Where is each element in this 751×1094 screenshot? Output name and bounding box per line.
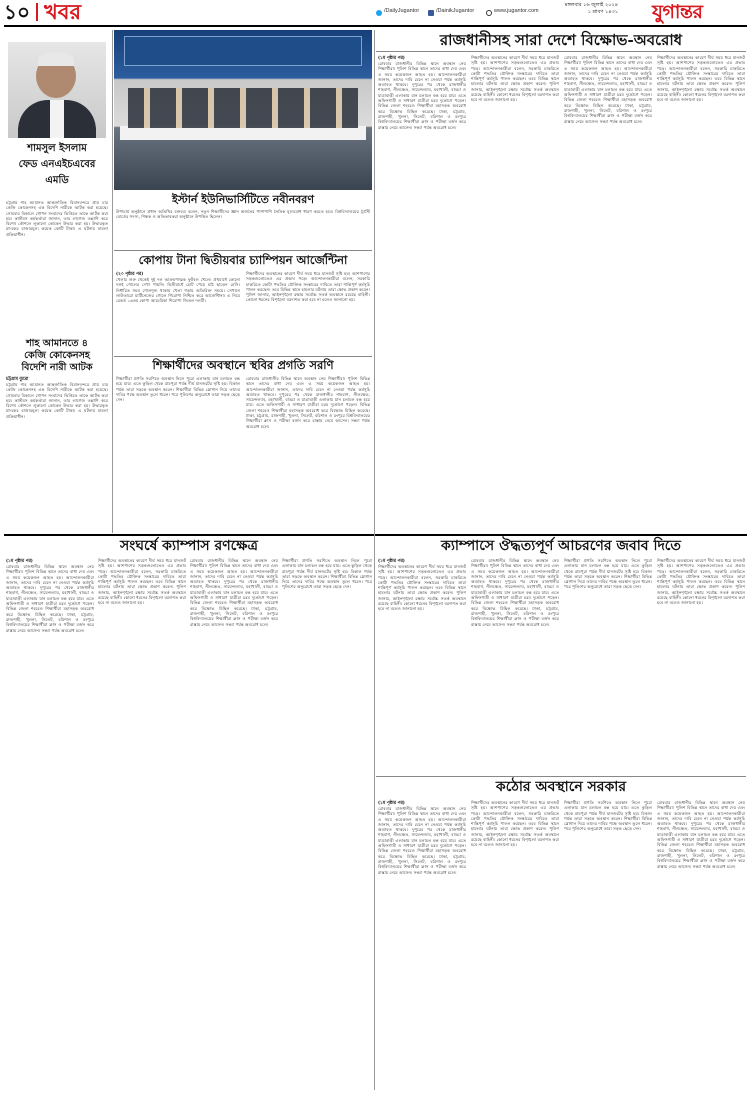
section-title: খবর bbox=[44, 0, 82, 24]
col-divider-left bbox=[112, 30, 113, 533]
obituary-box bbox=[4, 30, 110, 198]
masthead-info bbox=[376, 4, 676, 22]
portrait-shirt bbox=[50, 100, 64, 138]
copa-headline: কোপায় টানা দ্বিতীয়বার চ্যাম্পিয়ন আর্জেন্টিনা bbox=[138, 253, 348, 267]
divider-2 bbox=[114, 356, 372, 357]
kothor-col-4: রোববার রাজধানীর বিভিন্ন স্থানে অবস্থান নেয় শিক্ষার্থীরা। পুলিশ বিভিন্ন স্থানে তাদের বাধা দেয় এবং এ সময় কয়েকজন আহত হয়। আন্দোলনকারীরা জানান, তাদের দাবি মেনে না নেওয়া পর্যন্ত কর্মসূচি অব্যাহত থাকবে। দুপুরের পর থেকে রাজধানীর শাহবাগ, নীলক্ষেত, সায়েন্সল্যাব, মহাখালী, বাড্ডা ও যাত্রাবাড়ী এলাকায় যান চলাচল বন্ধ হয়ে যায়। এতে অফিসগামী ও সাধারণ যাত্রীরা চরম দুর্ভোগে পড়েন। বিভিন্ন জেলা শহরেও শিক্ষার্থীরা মহাসড়ক অবরোধ করে বিক্ষোভ মিছিল করেছে। ঢাকা, চট্টগ্রাম, রাজশাহী, খুলনা, সিলেট, বরিশাল ও রংপুরে বিশ্ববিদ্যালয়ের শিক্ষার্থীরা ক্লাস ও পরীক্ষা বর্জন করে রাস্তায় নেমে আসেন। সন্ধ্যা পর্যন্ত অবরোধ চলে। bbox=[657, 800, 745, 869]
campus-col-4: শিক্ষার্থীদের অবস্থানের কারণে দীর্ঘ সময় ধরে যানজট সৃষ্টি হয়। আশপাশের সড়কগুলোতেও এর প্রভাব পড়ে। আন্দোলনকারীরা বলেন, সরকারি চাকরিতে কোটা পদ্ধতির যৌক্তিক সংস্কারের দাবিতে তারা শান্তিপূর্ণ কর্মসূচি পালন করছেন। তবে বিভিন্ন স্থানে হামলার ঘটনায় তারা ক্ষোভ প্রকাশ করেন। পুলিশ জানায়, আইনশৃঙ্খলা রক্ষায় সর্বোচ্চ সতর্ক অবস্থানে রয়েছে বাহিনী। কোনো ধরনের বিশৃঙ্খলা বরদাশত করা হবে না বলেও জানানো হয়। bbox=[657, 558, 745, 606]
divider-rajdhani bbox=[376, 51, 746, 52]
eastern-text: উপাচার্য অনুষ্ঠানে প্রধান অতিথির বক্তব্যে বলেন, নতুন শিক্ষার্থীদের জ্ঞান অর্জনের পাশাপাশি নৈতিক মূল্যবোধ ধারণ করতে হবে। বিশ্ববিদ্যালয়ের ট্রাস্টি বোর্ডের সদস্য, শিক্ষক ও অভিভাবকরা অনুষ্ঠানে উপস্থিত ছিলেন। bbox=[116, 209, 370, 220]
divider-1 bbox=[114, 250, 372, 251]
copa-cont: (২০ পৃষ্ঠার পর) bbox=[116, 272, 144, 277]
campus-headline: ক্যাম্পাসে ঔদ্ধত্যপূর্ণ আচরণের জবাব দিতে bbox=[441, 538, 681, 554]
rajdhani-col-4: শিক্ষার্থীদের অবস্থানের কারণে দীর্ঘ সময় ধরে যানজট সৃষ্টি হয়। আশপাশের সড়কগুলোতেও এর প্রভাব পড়ে। আন্দোলনকারীরা বলেন, সরকারি চাকরিতে কোটা পদ্ধতির যৌক্তিক সংস্কারের দাবিতে তারা শান্তিপূর্ণ কর্মসূচি পালন করছেন। তবে বিভিন্ন স্থানে হামলার ঘটনায় তারা ক্ষোভ প্রকাশ করেন। পুলিশ জানায়, আইনশৃঙ্খলা রক্ষায় সর্বোচ্চ সতর্ক অবস্থানে রয়েছে বাহিনী। কোনো ধরনের বিশৃঙ্খলা বরদাশত করা হবে না বলেও জানানো হয়। bbox=[657, 55, 745, 103]
col-divider-mid bbox=[374, 30, 375, 1090]
shikkha-text-1: শিক্ষার্থীরা প্রগতি সরণিতে অবস্থান নিলে পুরো এলাকায় যান চলাচল বন্ধ হয়ে যায়। এতে কুড়িল থেকে রামপুরা পর্যন্ত দীর্ঘ যানজটের সৃষ্টি হয়। বিকাল পর্যন্ত তারা সড়কে অবস্থান করেন। শিক্ষার্থীরা বিভিন্ন স্লোগান দিয়ে তাদের দাবির পক্ষে অবস্থান তুলে ধরেন। পরে পুলিশের অনুরোধে তারা সড়ক ছেড়ে দেন। bbox=[116, 376, 240, 403]
web-icon bbox=[486, 10, 492, 16]
eastern-headline: ইস্টার্ন ইউনিভার্সিটিতে নবীনবরণ bbox=[172, 193, 314, 206]
stage-table bbox=[120, 126, 366, 140]
facebook-icon bbox=[428, 10, 434, 16]
rajdhani-col-1: রোববার রাজধানীর বিভিন্ন স্থানে অবস্থান নেয় শিক্ষার্থীরা। পুলিশ বিভিন্ন স্থানে তাদের বাধা দেয় এবং এ সময় কয়েকজন আহত হয়। আন্দোলনকারীরা জানান, তাদের দাবি মেনে না নেওয়া পর্যন্ত কর্মসূচি অব্যাহত থাকবে। দুপুরের পর থেকে রাজধানীর শাহবাগ, নীলক্ষেত, সায়েন্সল্যাব, মহাখালী, বাড্ডা ও যাত্রাবাড়ী এলাকায় যান চলাচল বন্ধ হয়ে যায়। এতে অফিসগামী ও সাধারণ যাত্রীরা চরম দুর্ভোগে পড়েন। বিভিন্ন জেলা শহরেও শিক্ষার্থীরা মহাসড়ক অবরোধ করে বিক্ষোভ মিছিল করেছে। ঢাকা, চট্টগ্রাম, রাজশাহী, খুলনা, সিলেট, বরিশাল ও রংপুরে বিশ্ববিদ্যালয়ের শিক্ষার্থীরা ক্লাস ও পরীক্ষা বর্জন করে রাস্তায় নেমে আসেন। সন্ধ্যা পর্যন্ত অবরোধ চলে। bbox=[378, 61, 466, 130]
shikkha-headline: শিক্ষার্থীদের অবস্থানে স্থবির প্রগতি সরণি bbox=[152, 358, 334, 372]
speakers-row bbox=[128, 88, 358, 128]
obituary-role: ফেড এনএইচএবের bbox=[18, 159, 96, 170]
fold-rule bbox=[4, 534, 747, 536]
songhorsho-col-2: শিক্ষার্থীদের অবস্থানের কারণে দীর্ঘ সময় ধরে যানজট সৃষ্টি হয়। আশপাশের সড়কগুলোতেও এর প্রভাব পড়ে। আন্দোলনকারীরা বলেন, সরকারি চাকরিতে কোটা পদ্ধতির যৌক্তিক সংস্কারের দাবিতে তারা শান্তিপূর্ণ কর্মসূচি পালন করছেন। তবে বিভিন্ন স্থানে হামলার ঘটনায় তারা ক্ষোভ প্রকাশ করেন। পুলিশ জানায়, আইনশৃঙ্খলা রক্ষায় সর্বোচ্চ সতর্ক অবস্থানে রয়েছে বাহিনী। কোনো ধরনের বিশৃঙ্খলা বরদাশত করা হবে না বলেও জানানো হয়। bbox=[98, 558, 186, 606]
campus-col-1: শিক্ষার্থীদের অবস্থানের কারণে দীর্ঘ সময় ধরে যানজট সৃষ্টি হয়। আশপাশের সড়কগুলোতেও এর প্রভাব পড়ে। আন্দোলনকারীরা বলেন, সরকারি চাকরিতে কোটা পদ্ধতির যৌক্তিক সংস্কারের দাবিতে তারা শান্তিপূর্ণ কর্মসূচি পালন করছেন। তবে বিভিন্ন স্থানে হামলার ঘটনায় তারা ক্ষোভ প্রকাশ করেন। পুলিশ জানায়, আইনশৃঙ্খলা রক্ষায় সর্বোচ্চ সতর্ক অবস্থানে রয়েছে বাহিনী। কোনো ধরনের বিশৃঙ্খলা বরদাশত করা হবে না বলেও জানানো হয়। bbox=[378, 564, 466, 612]
copa-text-1: খেলার শুরু থেকেই দুই দল আক্রমণাত্মক ফুটবল খেলে। প্রথমার্ধে কোনো দলই গোলের দেখা পায়নি। দ্বিতীয়ার্ধে চোট পেয়ে মাঠ ছাড়েন মেসি। নির্ধারিত সময় গোলশূন্য থাকায় খেলা গড়ায় অতিরিক্ত সময়ে। সেখানে লাউতারো মার্টিনেজের গোলে শিরোপা নিশ্চিত করে আর্জেন্টিনা। এ নিয়ে রেকর্ড ১৬তম কোপা আমেরিকা শিরোপা জিতল দলটি। bbox=[116, 277, 240, 304]
rajdhani-col-3: রোববার রাজধানীর বিভিন্ন স্থানে অবস্থান নেয় শিক্ষার্থীরা। পুলিশ বিভিন্ন স্থানে তাদের বাধা দেয় এবং এ সময় কয়েকজন আহত হয়। আন্দোলনকারীরা জানান, তাদের দাবি মেনে না নেওয়া পর্যন্ত কর্মসূচি অব্যাহত থাকবে। দুপুরের পর থেকে রাজধানীর শাহবাগ, নীলক্ষেত, সায়েন্সল্যাব, মহাখালী, বাড্ডা ও যাত্রাবাড়ী এলাকায় যান চলাচল বন্ধ হয়ে যায়। এতে অফিসগামী ও সাধারণ যাত্রীরা চরম দুর্ভোগে পড়েন। বিভিন্ন জেলা শহরেও শিক্ষার্থীরা মহাসড়ক অবরোধ করে বিক্ষোভ মিছিল করেছে। ঢাকা, চট্টগ্রাম, রাজশাহী, খুলনা, সিলেট, বরিশাল ও রংপুরে বিশ্ববিদ্যালয়ের শিক্ষার্থীরা ক্লাস ও পরীক্ষা বর্জন করে রাস্তায় নেমে আসেন। সন্ধ্যা পর্যন্ত অবরোধ চলে। bbox=[564, 55, 652, 124]
portrait-hair bbox=[38, 52, 74, 66]
rajdhani-headline: রাজধানীসহ সারা দেশে বিক্ষোভ-অবরোধ bbox=[439, 31, 683, 49]
kothor-cont: (১ম পৃষ্ঠার পর) bbox=[378, 801, 405, 806]
masthead-rule bbox=[4, 25, 747, 27]
shah-text: চট্টগ্রাম শাহ আমানত আন্তর্জাতিক বিমানবন্দরে প্রায় চার কেজি কোকেনসহ এক বিদেশি নারীকে আটক করা হয়েছে। সোমবার বিকালে গোপন সংবাদের ভিত্তিতে তাকে আটক করা হয়। কাস্টমস কর্মকর্তারা জানান, তার লাগেজ তল্লাশি করে বিশেষ কৌশলে লুকানো কোকেন উদ্ধার করা হয়। উদ্ধারকৃত মাদকের বাজারমূল্য কয়েক কোটি টাকা। এ ঘটনায় মামলা প্রক্রিয়াধীন। bbox=[6, 382, 108, 419]
kothor-col-3: শিক্ষার্থীরা প্রগতি সরণিতে অবস্থান নিলে পুরো এলাকায় যান চলাচল বন্ধ হয়ে যায়। এতে কুড়িল থেকে রামপুরা পর্যন্ত দীর্ঘ যানজটের সৃষ্টি হয়। বিকাল পর্যন্ত তারা সড়কে অবস্থান করেন। শিক্ষার্থীরা বিভিন্ন স্লোগান দিয়ে তাদের দাবির পক্ষে অবস্থান তুলে ধরেন। পরে পুলিশের অনুরোধে তারা সড়ক ছেড়ে দেন। bbox=[564, 800, 652, 832]
songhorsho-col-3: রোববার রাজধানীর বিভিন্ন স্থানে অবস্থান নেয় শিক্ষার্থীরা। পুলিশ বিভিন্ন স্থানে তাদের বাধা দেয় এবং এ সময় কয়েকজন আহত হয়। আন্দোলনকারীরা জানান, তাদের দাবি মেনে না নেওয়া পর্যন্ত কর্মসূচি অব্যাহত থাকবে। দুপুরের পর থেকে রাজধানীর শাহবাগ, নীলক্ষেত, সায়েন্সল্যাব, মহাখালী, বাড্ডা ও যাত্রাবাড়ী এলাকায় যান চলাচল বন্ধ হয়ে যায়। এতে অফিসগামী ও সাধারণ যাত্রীরা চরম দুর্ভোগে পড়েন। বিভিন্ন জেলা শহরেও শিক্ষার্থীরা মহাসড়ক অবরোধ করে বিক্ষোভ মিছিল করেছে। ঢাকা, চট্টগ্রাম, রাজশাহী, খুলনা, সিলেট, বরিশাল ও রংপুরে বিশ্ববিদ্যালয়ের শিক্ষার্থীরা ক্লাস ও পরীক্ষা বর্জন করে রাস্তায় নেমে আসেন। সন্ধ্যা পর্যন্ত অবরোধ চলে। bbox=[190, 558, 278, 627]
newspaper-logo: যুগান্তর bbox=[652, 1, 703, 23]
songhorsho-col-4: শিক্ষার্থীরা প্রগতি সরণিতে অবস্থান নিলে পুরো এলাকায় যান চলাচল বন্ধ হয়ে যায়। এতে কুড়িল থেকে রামপুরা পর্যন্ত দীর্ঘ যানজটের সৃষ্টি হয়। বিকাল পর্যন্ত তারা সড়কে অবস্থান করেন। শিক্ষার্থীরা বিভিন্ন স্লোগান দিয়ে তাদের দাবির পক্ষে অবস্থান তুলে ধরেন। পরে পুলিশের অনুরোধে তারা সড়ক ছেড়ে দেন। bbox=[282, 558, 372, 590]
kothor-headline: কঠোর অবস্থানে সরকার bbox=[495, 779, 627, 795]
eastern-photo bbox=[114, 30, 372, 190]
rajdhani-col-2: শিক্ষার্থীদের অবস্থানের কারণে দীর্ঘ সময় ধরে যানজট সৃষ্টি হয়। আশপাশের সড়কগুলোতেও এর প্রভাব পড়ে। আন্দোলনকারীরা বলেন, সরকারি চাকরিতে কোটা পদ্ধতির যৌক্তিক সংস্কারের দাবিতে তারা শান্তিপূর্ণ কর্মসূচি পালন করছেন। তবে বিভিন্ন স্থানে হামলার ঘটনায় তারা ক্ষোভ প্রকাশ করেন। পুলিশ জানায়, আইনশৃঙ্খলা রক্ষায় সর্বোচ্চ সতর্ক অবস্থানে রয়েছে বাহিনী। কোনো ধরনের বিশৃঙ্খলা বরদাশত করা হবে না বলেও জানানো হয়। bbox=[471, 55, 559, 103]
songhorsho-headline: সংঘর্ষে ক্যাম্পাস রণক্ষেত্র bbox=[120, 538, 258, 554]
shikkha-text-2: রোববার রাজধানীর বিভিন্ন স্থানে অবস্থান নেয় শিক্ষার্থীরা। পুলিশ বিভিন্ন স্থানে তাদের বাধা দেয় এবং এ সময় কয়েকজন আহত হয়। আন্দোলনকারীরা জানান, তাদের দাবি মেনে না নেওয়া পর্যন্ত কর্মসূচি অব্যাহত থাকবে। দুপুরের পর থেকে রাজধানীর শাহবাগ, নীলক্ষেত, সায়েন্সল্যাব, মহাখালী, বাড্ডা ও যাত্রাবাড়ী এলাকায় যান চলাচল বন্ধ হয়ে যায়। এতে অফিসগামী ও সাধারণ যাত্রীরা চরম দুর্ভোগে পড়েন। বিভিন্ন জেলা শহরেও শিক্ষার্থীরা মহাসড়ক অবরোধ করে বিক্ষোভ মিছিল করেছে। ঢাকা, চট্টগ্রাম, রাজশাহী, খুলনা, সিলেট, বরিশাল ও রংপুরে বিশ্ববিদ্যালয়ের শিক্ষার্থীরা ক্লাস ও পরীক্ষা বর্জন করে রাস্তায় নেমে আসেন। সন্ধ্যা পর্যন্ত অবরোধ চলে। bbox=[246, 376, 370, 429]
facebook-handle[interactable]: /DainikJugantor bbox=[436, 8, 475, 14]
songhorsho-col-1: রোববার রাজধানীর বিভিন্ন স্থানে অবস্থান নেয় শিক্ষার্থীরা। পুলিশ বিভিন্ন স্থানে তাদের বাধা দেয় এবং এ সময় কয়েকজন আহত হয়। আন্দোলনকারীরা জানান, তাদের দাবি মেনে না নেওয়া পর্যন্ত কর্মসূচি অব্যাহত থাকবে। দুপুরের পর থেকে রাজধানীর শাহবাগ, নীলক্ষেত, সায়েন্সল্যাব, মহাখালী, বাড্ডা ও যাত্রাবাড়ী এলাকায় যান চলাচল বন্ধ হয়ে যায়। এতে অফিসগামী ও সাধারণ যাত্রীরা চরম দুর্ভোগে পড়েন। বিভিন্ন জেলা শহরেও শিক্ষার্থীরা মহাসড়ক অবরোধ করে বিক্ষোভ মিছিল করেছে। ঢাকা, চট্টগ্রাম, রাজশাহী, খুলনা, সিলেট, বরিশাল ও রংপুরে বিশ্ববিদ্যালয়ের শিক্ষার্থীরা ক্লাস ও পরীক্ষা বর্জন করে রাস্তায় নেমে আসেন। সন্ধ্যা পর্যন্ত অবরোধ চলে। bbox=[6, 564, 94, 633]
website-link[interactable]: www.jugantor.com bbox=[494, 8, 539, 14]
rajdhani-cont: (১ম পৃষ্ঠার পর) bbox=[378, 56, 405, 61]
masthead bbox=[0, 0, 751, 24]
shah-byline: চট্টগ্রাম ব্যুরো bbox=[6, 377, 29, 382]
campus-cont: (১ম পৃষ্ঠার পর) bbox=[378, 559, 405, 564]
obituary-photo bbox=[8, 42, 106, 138]
campus-col-3: শিক্ষার্থীরা প্রগতি সরণিতে অবস্থান নিলে পুরো এলাকায় যান চলাচল বন্ধ হয়ে যায়। এতে কুড়িল থেকে রামপুরা পর্যন্ত দীর্ঘ যানজটের সৃষ্টি হয়। বিকাল পর্যন্ত তারা সড়কে অবস্থান করেন। শিক্ষার্থীরা বিভিন্ন স্লোগান দিয়ে তাদের দাবির পক্ষে অবস্থান তুলে ধরেন। পরে পুলিশের অনুরোধে তারা সড়ক ছেড়ে দেন। bbox=[564, 558, 652, 590]
songhorsho-cont: (১ম পৃষ্ঠার পর) bbox=[6, 559, 33, 564]
date-line: মঙ্গলবার ১৬ জুলাই ২০২৪ ১ শ্রাবণ ১৪৩১ bbox=[564, 2, 618, 15]
copa-text-2: শিক্ষার্থীদের অবস্থানের কারণে দীর্ঘ সময় ধরে যানজট সৃষ্টি হয়। আশপাশের সড়কগুলোতেও এর প্রভাব পড়ে। আন্দোলনকারীরা বলেন, সরকারি চাকরিতে কোটা পদ্ধতির যৌক্তিক সংস্কারের দাবিতে তারা শান্তিপূর্ণ কর্মসূচি পালন করছেন। তবে বিভিন্ন স্থানে হামলার ঘটনায় তারা ক্ষোভ প্রকাশ করেন। পুলিশ জানায়, আইনশৃঙ্খলা রক্ষায় সর্বোচ্চ সতর্ক অবস্থানে রয়েছে বাহিনী। কোনো ধরনের বিশৃঙ্খলা বরদাশত করা হবে না বলেও জানানো হয়। bbox=[246, 271, 370, 303]
obituary-text: চট্টগ্রাম শাহ আমানত আন্তর্জাতিক বিমানবন্দরে প্রায় চার কেজি কোকেনসহ এক বিদেশি নারীকে আটক করা হয়েছে। সোমবার বিকালে গোপন সংবাদের ভিত্তিতে তাকে আটক করা হয়। কাস্টমস কর্মকর্তারা জানান, তার লাগেজ তল্লাশি করে বিশেষ কৌশলে লুকানো কোকেন উদ্ধার করা হয়। উদ্ধারকৃত মাদকের বাজারমূল্য কয়েক কোটি টাকা। এ ঘটনায় মামলা প্রক্রিয়াধীন। bbox=[6, 200, 108, 237]
obituary-role-2: এমডি bbox=[45, 175, 69, 186]
kothor-col-2: শিক্ষার্থীদের অবস্থানের কারণে দীর্ঘ সময় ধরে যানজট সৃষ্টি হয়। আশপাশের সড়কগুলোতেও এর প্রভাব পড়ে। আন্দোলনকারীরা বলেন, সরকারি চাকরিতে কোটা পদ্ধতির যৌক্তিক সংস্কারের দাবিতে তারা শান্তিপূর্ণ কর্মসূচি পালন করছেন। তবে বিভিন্ন স্থানে হামলার ঘটনায় তারা ক্ষোভ প্রকাশ করেন। পুলিশ জানায়, আইনশৃঙ্খলা রক্ষায় সর্বোচ্চ সতর্ক অবস্থানে রয়েছে বাহিনী। কোনো ধরনের বিশৃঙ্খলা বরদাশত করা হবে না বলেও জানানো হয়। bbox=[471, 800, 559, 848]
obituary-name: শামসুল ইসলাম bbox=[27, 143, 87, 154]
shah-headline: শাহ আমানতে ৪ কেজি কোকেনসহ বিদেশি নারী আটক bbox=[21, 338, 93, 373]
banner bbox=[124, 36, 362, 66]
masthead-divider bbox=[36, 3, 38, 21]
twitter-handle[interactable]: /DailyJugantor bbox=[384, 8, 420, 14]
twitter-icon bbox=[376, 10, 382, 16]
kothor-col-1: রোববার রাজধানীর বিভিন্ন স্থানে অবস্থান নেয় শিক্ষার্থীরা। পুলিশ বিভিন্ন স্থানে তাদের বাধা দেয় এবং এ সময় কয়েকজন আহত হয়। আন্দোলনকারীরা জানান, তাদের দাবি মেনে না নেওয়া পর্যন্ত কর্মসূচি অব্যাহত থাকবে। দুপুরের পর থেকে রাজধানীর শাহবাগ, নীলক্ষেত, সায়েন্সল্যাব, মহাখালী, বাড্ডা ও যাত্রাবাড়ী এলাকায় যান চলাচল বন্ধ হয়ে যায়। এতে অফিসগামী ও সাধারণ যাত্রীরা চরম দুর্ভোগে পড়েন। বিভিন্ন জেলা শহরেও শিক্ষার্থীরা মহাসড়ক অবরোধ করে বিক্ষোভ মিছিল করেছে। ঢাকা, চট্টগ্রাম, রাজশাহী, খুলনা, সিলেট, বরিশাল ও রংপুরে বিশ্ববিদ্যালয়ের শিক্ষার্থীরা ক্লাস ও পরীক্ষা বর্জন করে রাস্তায় নেমে আসেন। সন্ধ্যা পর্যন্ত অবরোধ চলে। bbox=[378, 806, 466, 875]
divider-kothor bbox=[376, 776, 746, 777]
page-number: ১০ bbox=[4, 0, 30, 24]
campus-col-2: রোববার রাজধানীর বিভিন্ন স্থানে অবস্থান নেয় শিক্ষার্থীরা। পুলিশ বিভিন্ন স্থানে তাদের বাধা দেয় এবং এ সময় কয়েকজন আহত হয়। আন্দোলনকারীরা জানান, তাদের দাবি মেনে না নেওয়া পর্যন্ত কর্মসূচি অব্যাহত থাকবে। দুপুরের পর থেকে রাজধানীর শাহবাগ, নীলক্ষেত, সায়েন্সল্যাব, মহাখালী, বাড্ডা ও যাত্রাবাড়ী এলাকায় যান চলাচল বন্ধ হয়ে যায়। এতে অফিসগামী ও সাধারণ যাত্রীরা চরম দুর্ভোগে পড়েন। বিভিন্ন জেলা শহরেও শিক্ষার্থীরা মহাসড়ক অবরোধ করে বিক্ষোভ মিছিল করেছে। ঢাকা, চট্টগ্রাম, রাজশাহী, খুলনা, সিলেট, বরিশাল ও রংপুরে বিশ্ববিদ্যালয়ের শিক্ষার্থীরা ক্লাস ও পরীক্ষা বর্জন করে রাস্তায় নেমে আসেন। সন্ধ্যা পর্যন্ত অবরোধ চলে। bbox=[471, 558, 559, 627]
